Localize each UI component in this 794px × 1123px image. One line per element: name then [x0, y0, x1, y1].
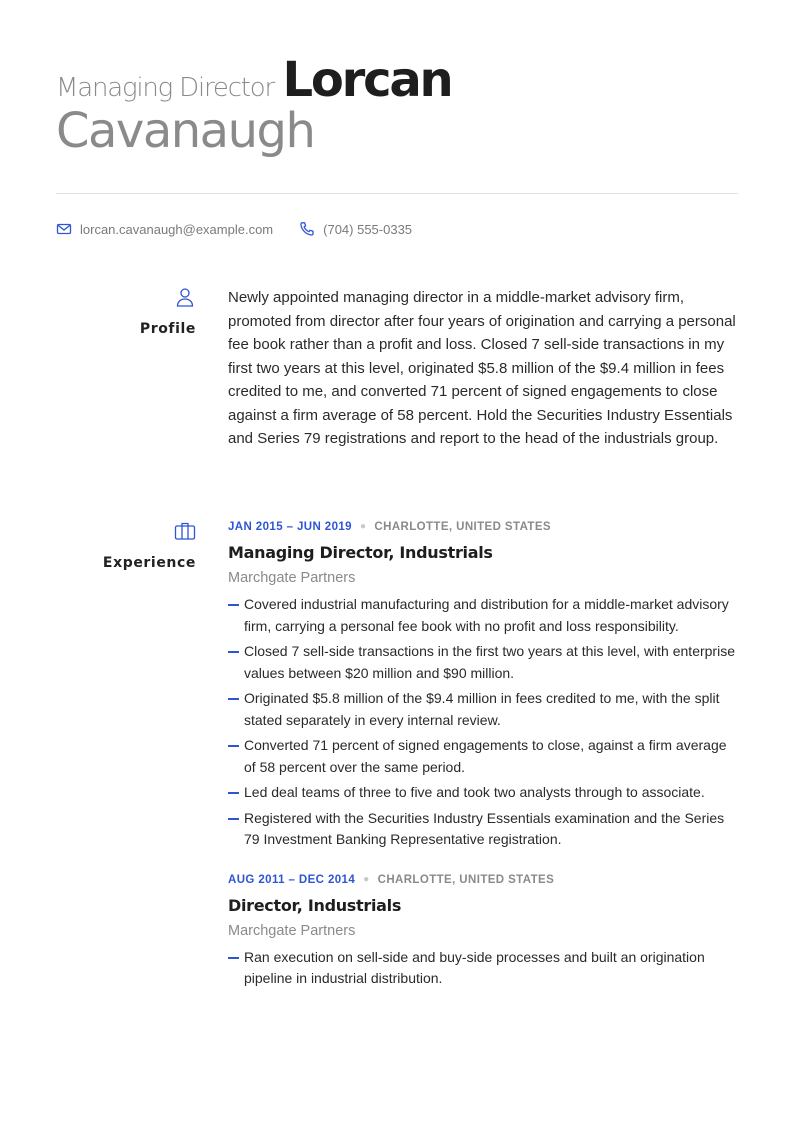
dash-marker	[228, 604, 239, 606]
role-title: Managing Director	[56, 73, 274, 103]
job-dates: JAN 2015 – JUN 2019	[228, 521, 352, 533]
experience-side	[56, 520, 196, 571]
dash-marker	[228, 698, 239, 700]
bullet-text: Ran execution on sell-side and buy-side processes and built an origination pipeline in industrial distribution.	[244, 948, 705, 986]
resume-header	[56, 52, 738, 159]
profile-label: Profile	[139, 321, 196, 337]
phone-icon	[299, 221, 315, 237]
meta-separator: ●	[363, 873, 370, 885]
bullet-text: Closed 7 sell-side transactions in the first two years at this level, with enterprise values between $20 million and $90 million.	[244, 643, 735, 681]
header-divider	[56, 193, 738, 194]
first-name: Lorcan	[282, 52, 452, 108]
contact-email[interactable]	[56, 221, 273, 237]
bullet-text: Registered with the Securities Industry Essentials examination and the Series 79 Investment Banking Representative registration.	[244, 809, 725, 847]
dash-marker	[228, 818, 239, 820]
dash-marker	[228, 792, 239, 794]
phone-text: (704) 555-0335	[323, 221, 413, 237]
mail-icon	[56, 221, 72, 237]
last-name: Cavanaugh	[56, 103, 315, 159]
person-icon	[174, 286, 196, 308]
name-line	[56, 52, 738, 108]
bullet-item	[228, 947, 740, 990]
job-meta	[228, 520, 740, 534]
bullet-text: Converted 71 percent of signed engagements to close, against a firm average of 58 percent over the same period.	[244, 737, 727, 775]
dash-marker	[228, 651, 239, 653]
profile-side	[56, 286, 196, 337]
bullet-item	[228, 594, 740, 637]
job-company: Marchgate Partners	[228, 570, 356, 586]
profile-text: Newly appointed managing director in a middle-market advisory firm, promoted from director after four years of origination and carrying a personal fee book rather than a profit and loss. Closed 7 sell-side transactions in my first two years at this level, originated $5.8 million of the $9.4 million in fees credited to me, and converted 71 percent of signed engagements to close against a firm average of 58 percent. Hold the Securities Industry Essentials and Series 79 registrations and report to the head of the industrials group.	[228, 289, 736, 447]
job-location: CHARLOTTE, UNITED STATES	[374, 521, 551, 533]
job-title: Director, Industrials	[228, 895, 402, 915]
job-meta	[228, 873, 740, 887]
bullet-item	[228, 688, 740, 731]
dash-marker	[228, 957, 239, 959]
job-bullets	[228, 594, 740, 851]
job-entry	[228, 873, 740, 990]
job-title: Managing Director, Industrials	[228, 543, 493, 562]
bullet-item	[228, 782, 740, 804]
bullet-item	[228, 641, 740, 684]
job-dates: AUG 2011 – DEC 2014	[228, 873, 356, 886]
bullet-text: Led deal teams of three to five and took two analysts through to associate.	[244, 784, 705, 800]
job-entry	[228, 520, 740, 851]
bullet-text: Covered industrial manufacturing and distribution for a middle-market advisory firm, carrying a personal fee book with no profit and loss responsibility.	[244, 596, 729, 634]
bullet-item	[228, 735, 740, 778]
bullet-item	[228, 808, 740, 851]
briefcase-icon	[174, 520, 196, 542]
meta-separator: ●	[359, 521, 367, 532]
email-text: lorcan.cavanaugh@example.com	[80, 221, 274, 237]
profile-body	[228, 286, 740, 451]
job-bullets	[228, 947, 740, 990]
experience-body	[228, 520, 740, 1012]
dash-marker	[228, 745, 239, 747]
job-company: Marchgate Partners	[228, 922, 356, 939]
bullet-text: Originated $5.8 million of the $9.4 million in fees credited to me, with the split stated separately in every internal review.	[244, 690, 720, 728]
contact-phone[interactable]	[299, 221, 412, 237]
experience-label: Experience	[102, 555, 196, 571]
contact-bar	[56, 220, 438, 238]
job-location: CHARLOTTE, UNITED STATES	[377, 873, 555, 886]
